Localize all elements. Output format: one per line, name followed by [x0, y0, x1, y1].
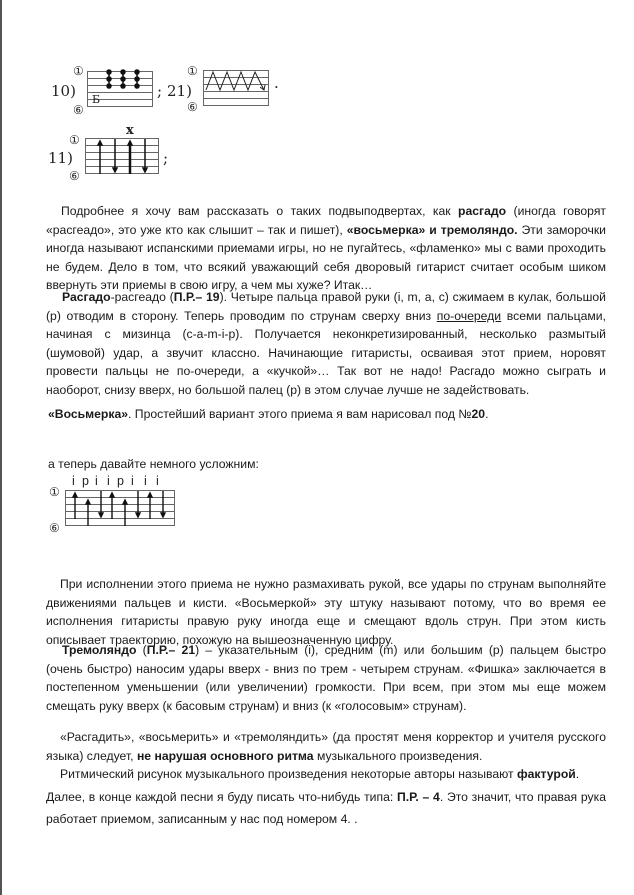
text: ). Четыре пальца правой руки (i, m, a, c) сжимаем в кулак, большой (p) отводим в сторону. Теперь проводим по струнам сверху вниз [46, 290, 606, 323]
finger-label: p [117, 474, 124, 488]
tab-staff-21 [203, 70, 271, 108]
underlined-term: по-очереди [436, 308, 502, 323]
string-6-marker: ⑥ [187, 100, 198, 114]
closing-paragraph-3 [46, 786, 606, 830]
emphasis: не нарушая основного ритма [136, 748, 314, 763]
diagram-separator: ; [163, 149, 169, 167]
text: . [575, 767, 580, 781]
text: Эти заморочки иногда называют испанскими приемами игры, но не пугайтесь, «фламенко» мы с вами проходить не будем. Дело в том, что всякий уважающий себя дворовый гитарист считает особым шиком ввернуть эти приемы в свою игру, а чем мы хуже? Итак… [46, 222, 606, 293]
technique-ref: П.Р.– 21 [146, 643, 196, 657]
term-faktura: фактурой [516, 767, 576, 781]
technique-ref: П.Р.– 19 [173, 290, 220, 304]
closing-paragraph-1 [46, 728, 606, 765]
tremolando-paragraph [46, 641, 606, 715]
string-6-marker: ⑥ [69, 169, 80, 183]
text: При исполнении этого приема не нужно размахивать рукой, все удары по струнам выполняйте движениями пальцев и кисти. «Восьмеркой» эту штуку называют потому, что во время ее исполнения гитаристы правую руку иногда еще и смещают вдоль струн. При этом кисть описывает траекторию, похожую на вышеозначенную цифру. [46, 577, 606, 647]
complicate-line [46, 455, 606, 474]
finger-labels [72, 474, 192, 488]
technique-number: 20 [471, 407, 486, 421]
finger-label: i [95, 474, 98, 488]
text: музыкального произведения. [313, 748, 483, 763]
text: -расгеадо ( [110, 290, 174, 304]
execution-paragraph [46, 575, 606, 649]
rasgado-paragraph [46, 288, 606, 400]
term-vosmerka: «Восьмерка» [48, 407, 129, 421]
closing-paragraph-2 [46, 765, 606, 784]
finger-label: i [131, 474, 134, 488]
text: . Это значит, что правая рука работает приемом, записанным у нас под номером 4. . [46, 790, 606, 826]
vosmerka-paragraph [46, 405, 606, 424]
term-tremolando: Тремоляндо [62, 643, 137, 657]
text: всеми пальцами, начиная с мизинца (c-a-m-i-p). Получается неконкретизированный, несколько размытый (шумовой) удар, а звучит классно. Начинающие гитаристы, осваивая этот прием, норовят провести пальцы не по-очереди, а «кучкой»… Так вот не надо! Расгадо можно сыграть и наоборот, снизу вверх, но большой палец (p) в этом случае лучше не задействовать. [46, 308, 606, 397]
string-1-marker: ① [73, 64, 84, 78]
string-6-marker: ⑥ [49, 521, 60, 535]
term-rasgado: расгадо [458, 204, 507, 218]
tab-staff-complex [65, 490, 177, 528]
intro-paragraph [46, 202, 606, 295]
diagram-21-label: 21) [167, 82, 192, 100]
text: а теперь давайте немного усложним: [48, 457, 259, 471]
text: Подробнее я хочу вам рассказать о таких подвыподвертах, как [61, 204, 459, 218]
bass-marker: Б [92, 93, 101, 106]
finger-label: p [82, 474, 89, 488]
finger-label: i [156, 474, 159, 488]
text: (иногда говорят «расгеадо», это уже кто как слышит – так и пишет), [46, 204, 607, 237]
text: . Простейший вариант этого приема я вам нарисовал под № [128, 407, 472, 421]
text: . [485, 407, 489, 421]
text: «Расгадить», «восьмерить» и «тремоляндить» (да простят меня корректор и учителя русского языка) следует, [46, 730, 606, 763]
text: ( [136, 643, 147, 657]
string-1-marker: ① [49, 485, 60, 499]
term-rasgado: Расгадо [62, 290, 111, 304]
string-1-marker: ① [69, 133, 80, 147]
diagram-separator: ; [157, 82, 163, 100]
text: ) – указательным (i), средним (m) или большим (p) пальцем быстро (очень быстро) наносим удары вверх - вниз по трем - четырем струнам. «Фишка» заключается в постепенном уменьшении (или увеличении) громкости. При всем, при этом мы еще можем смещать руку вверх (к басовым струнам) и вниз (к «голосовым» струнам). [46, 643, 606, 713]
diagram-11-label: 11) [48, 149, 73, 167]
tab-staff-11 [85, 138, 161, 176]
finger-label: i [107, 474, 110, 488]
finger-label: i [72, 474, 75, 488]
page-left-edge [0, 0, 2, 895]
term-vosmerka-tremolando: «восьмерка» и тремоляндо. [346, 222, 518, 237]
text: Далее, в конце каждой песни я буду писать что-нибудь типа: [46, 790, 397, 804]
diagram-separator: · [274, 78, 279, 96]
finger-label: i [144, 474, 147, 488]
string-1-marker: ① [187, 64, 198, 78]
mute-mark: x [126, 123, 134, 138]
text: Ритмический рисунок музыкального произведения некоторые авторы называют [60, 767, 517, 781]
technique-ref: П.Р. – 4 [396, 790, 440, 804]
string-6-marker: ⑥ [73, 103, 84, 117]
diagram-10-label: 10) [51, 82, 76, 100]
